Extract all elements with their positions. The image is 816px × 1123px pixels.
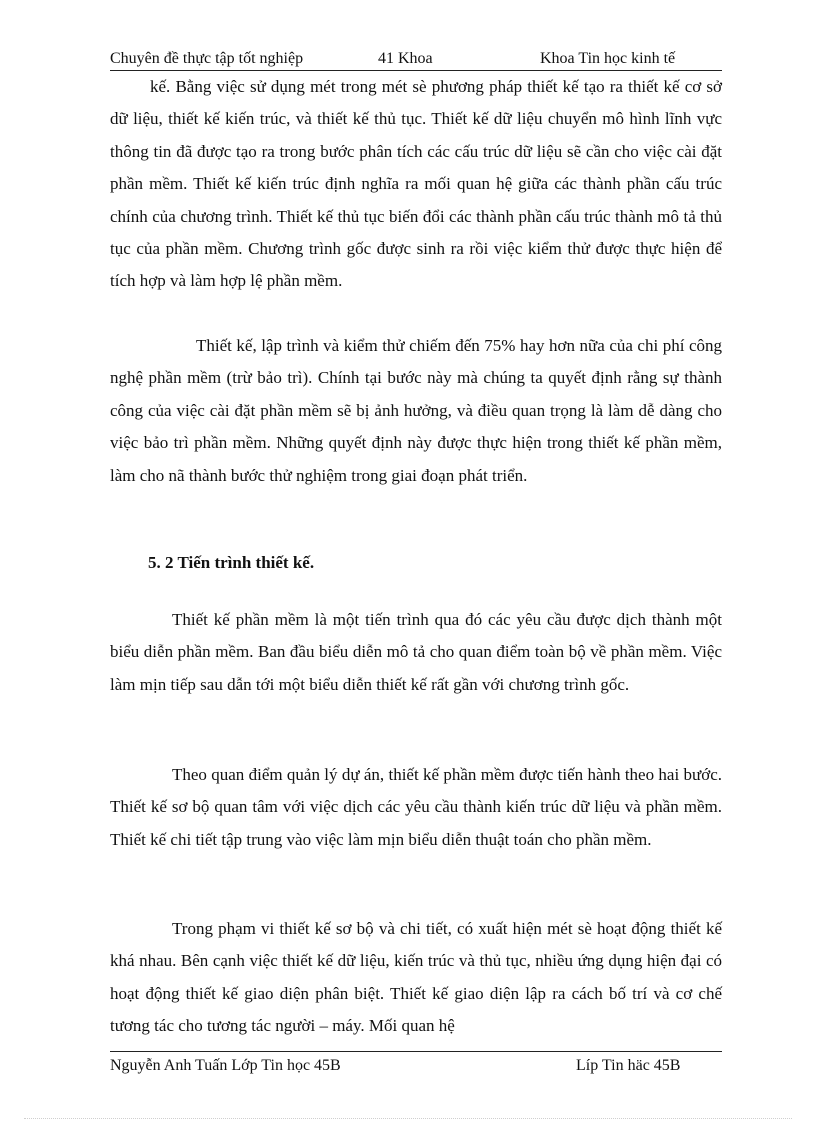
body-paragraph-4: Theo quan điểm quản lý dự án, thiết kế phần mềm được tiến hành theo hai bước. Thiết kế sơ bộ quan tâm với việc dịch các yêu cầu thành kiến trúc dữ liệu và phần mềm. Thiết kế chi tiết tập trung vào việc làm mịn biểu diễn thuật toán cho phần mềm. (110, 765, 722, 849)
page-bottom-dotted-edge (24, 1118, 792, 1119)
body-paragraph-2: Thiết kế, lập trình và kiểm thử chiếm đến 75% hay hơn nữa của chi phí công nghệ phần mềm (trừ bảo trì). Chính tại bước này mà chúng ta quyết định rằng sự thành công của việc cài đặt phần mềm sẽ bị ảnh hưởng, và điều quan trọng là làm dễ dàng cho việc bảo trì phần mềm. Những quyết định này được thực hiện trong thiết kế phần mềm, làm cho nã thành bước thử nghiệm trong giai đoạn phát triển. (110, 336, 722, 485)
footer-left: Nguyễn Anh Tuấn Lớp Tin học 45B (110, 1057, 341, 1074)
body-paragraph-3: Thiết kế phần mềm là một tiến trình qua đó các yêu cầu được dịch thành một biểu diễn phần mềm. Ban đầu biểu diễn mô tả cho quan điểm toàn bộ về phần mềm. Việc làm mịn tiếp sau dẫn tới một biểu diễn thiết kế rất gần với chương trình gốc. (110, 610, 722, 694)
section-heading: 5. 2 Tiến trình thiết kế. (148, 553, 315, 572)
header-left: Chuyên đề thực tập tốt nghiệp (110, 50, 304, 67)
body-paragraph-1: kế. Bằng việc sử dụng mét trong mét sè phương pháp thiết kế tạo ra thiết kế cơ sở dữ liệu, thiết kế kiến trúc, và thiết kế thủ tục. Thiết kế dữ liệu chuyển mô hình lĩnh vực thông tin đã được tạo ra trong bước phân tích các cấu trúc dữ liệu sẽ cần cho việc cài đặt phần mềm. Thiết kế kiến trúc định nghĩa ra mối quan hệ giữa các thành phần cấu trúc chính của chương trình. Thiết kế thủ tục biến đổi các thành phần cấu trúc thành mô tả thủ tục của phần mềm. Chương trình gốc được sinh ra rồi việc kiểm thử được thực hiện để tích hợp và làm hợp lệ phần mềm. (110, 77, 722, 291)
header-right: Khoa Tin học kinh tế (540, 50, 676, 67)
footer-right: Líp Tin häc 45B (576, 1057, 681, 1074)
header-middle: 41 Khoa (378, 50, 433, 67)
body-paragraph-5: Trong phạm vi thiết kế sơ bộ và chi tiết, có xuất hiện mét sè hoạt động thiết kế khá nhau. Bên cạnh việc thiết kế dữ liệu, kiến trúc và thủ tục, nhiều ứng dụng hiện đại có hoạt động thiết kế giao diện phân biệt. Thiết kế giao diện lập ra cách bố trí và cơ chế tương tác cho tương tác người – máy. Mối quan hệ (110, 919, 722, 1036)
footer-divider (110, 1051, 722, 1052)
